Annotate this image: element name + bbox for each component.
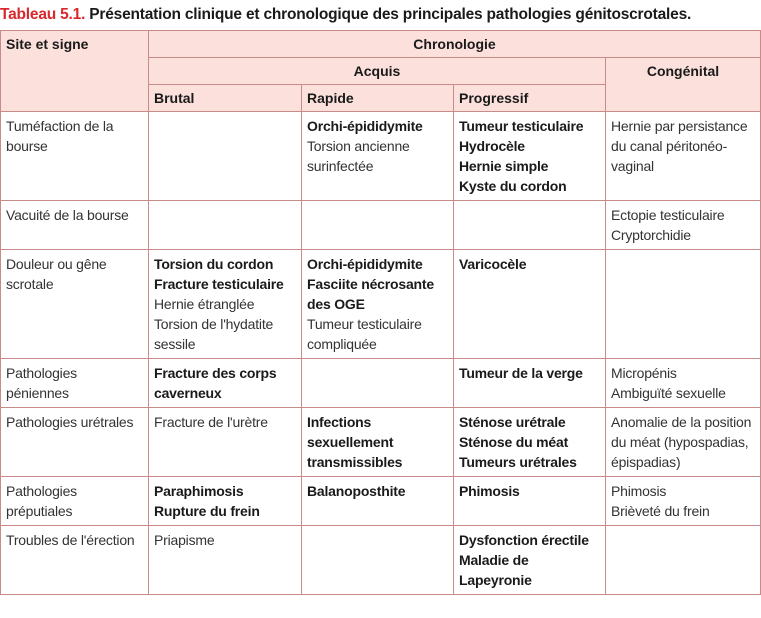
pathology-entry: Anomalie de la position du méat (hypospadias, épispadias) bbox=[611, 414, 752, 470]
pathology-entry: Fracture de l'urètre bbox=[154, 414, 268, 430]
cell-brutal bbox=[149, 408, 302, 477]
cell-rapide bbox=[302, 112, 454, 201]
table-row bbox=[1, 201, 761, 250]
site-label: Pathologies préputiales bbox=[6, 483, 77, 519]
cell-congenital bbox=[606, 250, 761, 359]
table-row bbox=[1, 359, 761, 408]
pathology-entry: Maladie de Lapeyronie bbox=[459, 552, 532, 588]
cell-site bbox=[1, 250, 149, 359]
header-chronologie: Chronologie bbox=[149, 31, 761, 58]
cell-brutal bbox=[149, 201, 302, 250]
cell-brutal bbox=[149, 250, 302, 359]
pathology-entry: Fracture des corps caverneux bbox=[154, 365, 277, 401]
cell-site bbox=[1, 201, 149, 250]
cell-rapide bbox=[302, 201, 454, 250]
pathology-entry: Hydrocèle bbox=[459, 138, 525, 154]
pathology-entry: Torsion de l'hydatite sessile bbox=[154, 316, 274, 352]
pathology-entry: Ectopie testiculaire bbox=[611, 207, 725, 223]
site-label: Douleur ou gêne scrotale bbox=[6, 256, 107, 292]
cell-progressif bbox=[454, 250, 606, 359]
pathology-entry: Sténose du méat bbox=[459, 434, 569, 450]
pathology-entry: Paraphimosis bbox=[154, 483, 244, 499]
pathology-entry: Tumeur de la verge bbox=[459, 365, 583, 381]
table-row bbox=[1, 250, 761, 359]
cell-progressif bbox=[454, 477, 606, 526]
cell-congenital bbox=[606, 526, 761, 595]
pathology-entry: Tumeur testiculaire compliquée bbox=[307, 316, 422, 352]
cell-site bbox=[1, 112, 149, 201]
cell-congenital bbox=[606, 477, 761, 526]
pathology-entry: Kyste du cordon bbox=[459, 178, 567, 194]
header-rapide: Rapide bbox=[302, 85, 454, 112]
cell-rapide bbox=[302, 359, 454, 408]
cell-brutal bbox=[149, 477, 302, 526]
cell-progressif bbox=[454, 526, 606, 595]
site-label: Troubles de l'érection bbox=[6, 532, 135, 548]
pathology-entry: Dysfonction érectile bbox=[459, 532, 589, 548]
pathology-entry: Cryptorchidie bbox=[611, 227, 691, 243]
cell-rapide bbox=[302, 408, 454, 477]
site-label: Tuméfaction de la bourse bbox=[6, 118, 114, 154]
pathology-entry: Torsion ancienne surinfectée bbox=[307, 138, 410, 174]
pathology-entry: Ambiguïté sexuelle bbox=[611, 385, 726, 401]
pathology-entry: Rupture du frein bbox=[154, 503, 260, 519]
cell-site bbox=[1, 526, 149, 595]
cell-rapide bbox=[302, 526, 454, 595]
cell-site bbox=[1, 477, 149, 526]
cell-brutal bbox=[149, 526, 302, 595]
table-body bbox=[1, 112, 761, 595]
header-congenital: Congénital bbox=[606, 58, 761, 112]
pathology-entry: Orchi-épididymite bbox=[307, 118, 423, 134]
cell-congenital bbox=[606, 112, 761, 201]
table-row bbox=[1, 526, 761, 595]
pathology-entry: Sténose urétrale bbox=[459, 414, 566, 430]
cell-rapide bbox=[302, 477, 454, 526]
cell-progressif bbox=[454, 201, 606, 250]
pathology-entry: Tumeurs urétrales bbox=[459, 454, 577, 470]
pathology-entry: Fasciite nécrosante des OGE bbox=[307, 276, 434, 312]
table-title: Présentation clinique et chronologique des principales pathologies génitoscrotales. bbox=[85, 6, 692, 23]
pathology-entry: Torsion du cordon bbox=[154, 256, 274, 272]
pathology-entry: Balanoposthite bbox=[307, 483, 406, 499]
header-acquis: Acquis bbox=[149, 58, 606, 85]
pathology-entry: Fracture testiculaire bbox=[154, 276, 284, 292]
pathology-entry: Brièveté du frein bbox=[611, 503, 710, 519]
pathology-entry: Infections sexuellement transmissibles bbox=[307, 414, 403, 470]
site-label: Pathologies urétrales bbox=[6, 414, 134, 430]
pathology-entry: Micropénis bbox=[611, 365, 677, 381]
cell-congenital bbox=[606, 359, 761, 408]
cell-progressif bbox=[454, 112, 606, 201]
table-number: Tableau 5.1. bbox=[0, 6, 86, 23]
pathology-entry: Orchi-épididymite bbox=[307, 256, 423, 272]
table-row bbox=[1, 112, 761, 201]
pathology-entry: Phimosis bbox=[459, 483, 520, 499]
cell-site bbox=[1, 408, 149, 477]
site-label: Pathologies péniennes bbox=[6, 365, 77, 401]
pathology-entry: Hernie étranglée bbox=[154, 296, 255, 312]
site-label: Vacuité de la bourse bbox=[6, 207, 129, 223]
header-brutal: Brutal bbox=[149, 85, 302, 112]
pathology-entry: Phimosis bbox=[611, 483, 667, 499]
pathology-entry: Varicocèle bbox=[459, 256, 527, 272]
cell-brutal bbox=[149, 359, 302, 408]
pathology-entry: Tumeur testiculaire bbox=[459, 118, 584, 134]
cell-rapide bbox=[302, 250, 454, 359]
table-caption bbox=[0, 0, 761, 30]
pathology-entry: Hernie simple bbox=[459, 158, 549, 174]
cell-progressif bbox=[454, 359, 606, 408]
cell-progressif bbox=[454, 408, 606, 477]
table-row bbox=[1, 477, 761, 526]
pathology-table bbox=[0, 30, 761, 595]
cell-brutal bbox=[149, 112, 302, 201]
header-site: Site et signe bbox=[1, 31, 149, 112]
table-row bbox=[1, 408, 761, 477]
cell-congenital bbox=[606, 408, 761, 477]
cell-site bbox=[1, 359, 149, 408]
pathology-entry: Priapisme bbox=[154, 532, 215, 548]
header-progressif: Progressif bbox=[454, 85, 606, 112]
pathology-entry: Hernie par persistance du canal péritonéo-vaginal bbox=[611, 118, 748, 174]
cell-congenital bbox=[606, 201, 761, 250]
